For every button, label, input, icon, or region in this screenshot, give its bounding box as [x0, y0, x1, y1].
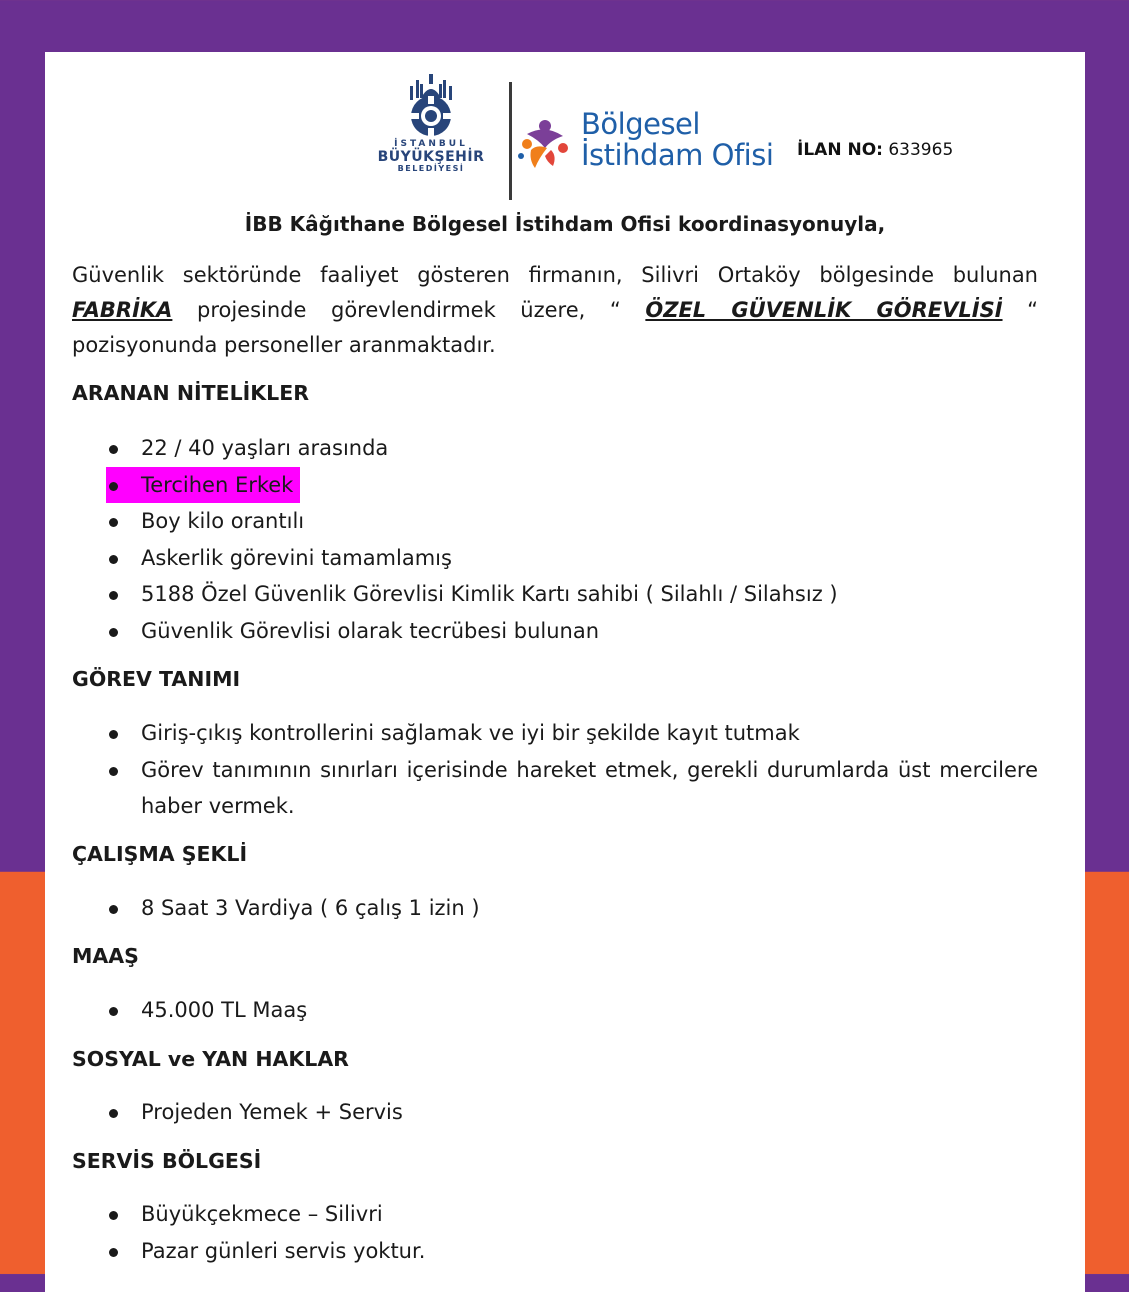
bullet-icon: [109, 482, 118, 491]
list-item-highlighted: Tercihen Erkek: [72, 467, 1038, 504]
logo-divider: [509, 82, 512, 200]
ibb-emblem-icon: [406, 74, 456, 138]
bullet-icon: [109, 591, 118, 600]
intro-part1: Güvenlik sektöründe faaliyet gösteren firmanın, Silivri Ortaköy bölgesinde bulunan: [72, 263, 1038, 287]
list-item: Büyükçekmece – Silivri: [72, 1196, 1038, 1233]
list-item: Görev tanımının sınırları içerisinde hareket etmek, gerekli durumlarda üst mercilere haber vermek.: [72, 752, 1038, 825]
ibb-logo: [367, 74, 495, 194]
ibb-logo-line1: İSTANBUL: [394, 139, 468, 149]
bio-logo-line2: İstihdam Ofisi: [581, 138, 774, 172]
bullet-icon: [109, 445, 118, 454]
bio-logo-text: [581, 107, 774, 172]
list-item: Giriş-çıkış kontrollerini sağlamak ve iyi bir şekilde kayıt tutmak: [72, 715, 1038, 752]
intro-title: İBB Kâğıthane Bölgesel İstihdam Ofisi koordinasyonuyla,: [244, 212, 886, 236]
ilan-value: 633965: [888, 140, 954, 160]
list-item: Boy kilo orantılı: [72, 503, 1038, 540]
qualifications-heading: ARANAN NİTELİKLER: [72, 381, 310, 405]
list-item: 22 / 40 yaşları arasında: [72, 430, 1038, 467]
list-item: 5188 Özel Güvenlik Görevlisi Kimlik Kartı sahibi ( Silahlı / Silahsız ): [72, 576, 1038, 613]
people-circle-icon: [517, 114, 575, 172]
ibb-logo-line2: BÜYÜKŞEHİR: [377, 149, 485, 165]
qualifications-list: [72, 430, 1038, 649]
header: [45, 52, 1085, 212]
document-page: [45, 52, 1085, 1292]
bullet-icon: [109, 1248, 118, 1257]
duties-heading: GÖREV TANIMI: [72, 667, 241, 691]
bullet-icon: [109, 1211, 118, 1220]
list-item: Askerlik görevini tamamlamış: [72, 540, 1038, 577]
ilan-label: İLAN NO:: [797, 140, 883, 160]
project-name: FABRİKA: [72, 298, 173, 322]
benefits-heading: SOSYAL ve YAN HAKLAR: [72, 1047, 349, 1071]
bullet-icon: [109, 767, 118, 776]
work-list: [72, 890, 1038, 927]
bio-logo-line1: Bölgesel: [581, 107, 700, 141]
bullet-icon: [109, 730, 118, 739]
ibb-logo-line3: BELEDİYESİ: [397, 164, 465, 173]
bullet-icon: [109, 628, 118, 637]
intro-paragraph: [72, 258, 1038, 363]
work-heading: ÇALIŞMA ŞEKLİ: [72, 842, 248, 866]
service-heading: SERVİS BÖLGESİ: [72, 1149, 262, 1173]
service-list: [72, 1196, 1038, 1269]
list-item: 45.000 TL Maaş: [72, 992, 1038, 1029]
bullet-icon: [109, 555, 118, 564]
list-item: Projeden Yemek + Servis: [72, 1094, 1038, 1131]
benefits-list: [72, 1094, 1038, 1131]
list-item: Güvenlik Görevlisi olarak tecrübesi bulunan: [72, 613, 1038, 650]
bullet-icon: [109, 1109, 118, 1118]
salary-heading: MAAŞ: [72, 944, 139, 968]
intro-part2: projesinde görevlendirmek üzere, “: [172, 298, 646, 322]
bullet-icon: [109, 1007, 118, 1016]
intro-part3: “ pozisyonunda personeller aranmaktadır.: [72, 298, 1038, 357]
list-item: Pazar günleri servis yoktur.: [72, 1233, 1038, 1270]
ilan-number: [797, 140, 953, 160]
list-item: 8 Saat 3 Vardiya ( 6 çalış 1 izin ): [72, 890, 1038, 927]
bullet-icon: [109, 905, 118, 914]
position-name: ÖZEL GÜVENLİK GÖREVLİSİ: [645, 298, 1003, 322]
bullet-icon: [109, 518, 118, 527]
salary-list: [72, 992, 1038, 1029]
bolgesel-istihdam-logo: [517, 107, 787, 180]
duties-list: [72, 715, 1038, 825]
